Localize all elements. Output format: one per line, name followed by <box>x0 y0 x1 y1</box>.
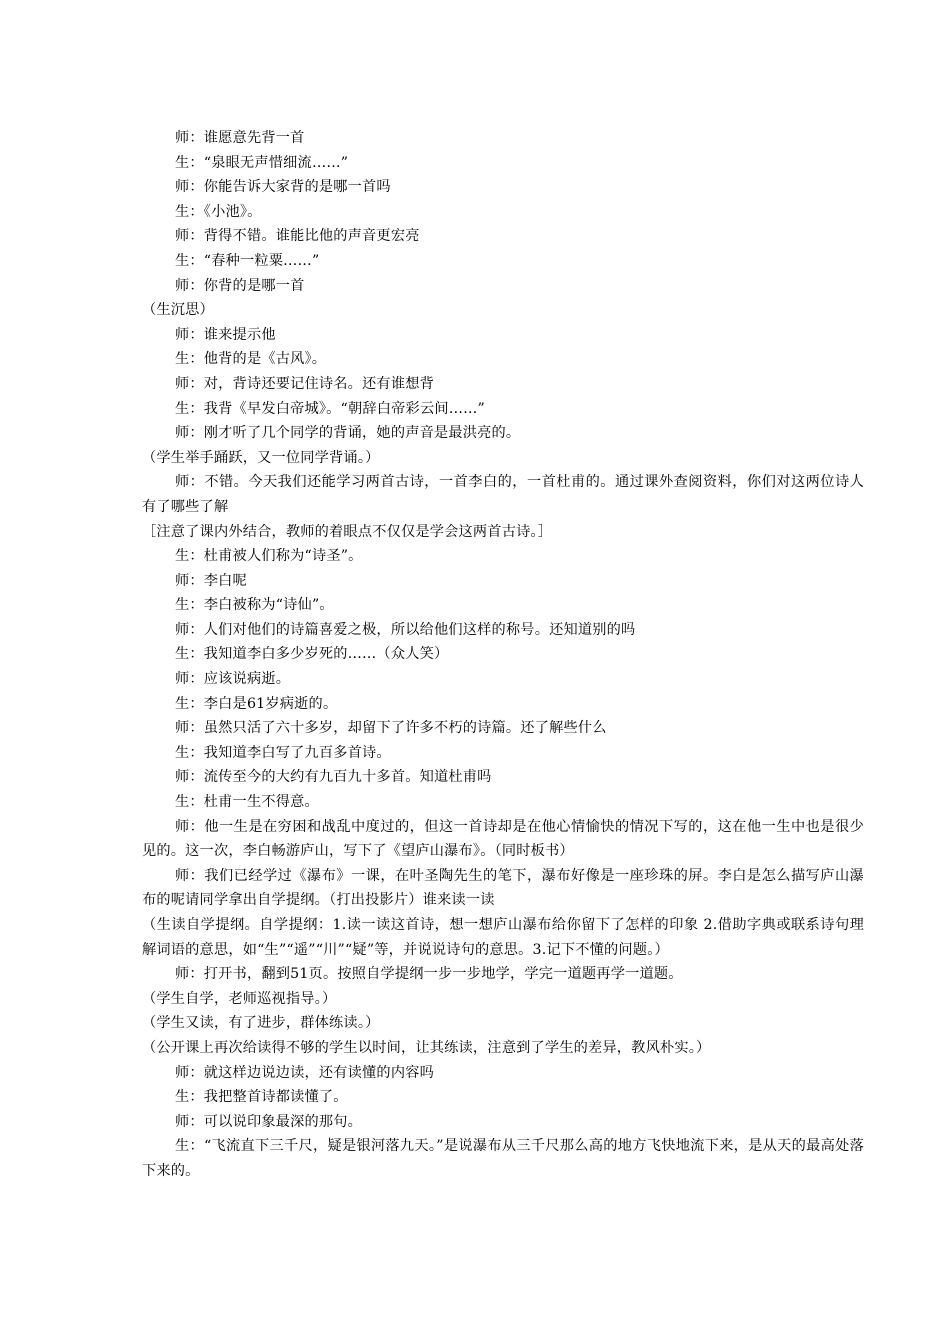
paragraph: 师：人们对他们的诗篇喜爱之极，所以给他们这样的称号。还知道别的吗 <box>175 621 636 638</box>
stage-direction: （学生自学，老师巡视指导。） <box>142 990 337 1007</box>
paragraph: 师：背得不错。谁能比他的声音更宏亮 <box>175 228 420 245</box>
paragraph: 生：“泉眼无声惜细流……” <box>175 154 349 171</box>
paragraph: 生：我背《早发白帝城》。“朝辞白帝彩云间……” <box>175 400 485 417</box>
paragraph: 生：我知道李白写了九百多首诗。 <box>175 744 391 761</box>
stage-direction: （生沉思） <box>142 302 214 319</box>
paragraph: 师：谁来提示他 <box>175 326 276 343</box>
paragraph: 生：“春种一粒粟……” <box>175 252 320 269</box>
stage-direction: （学生又读，有了进步，群体练读。） <box>142 1015 380 1032</box>
paragraph: 师：打开书，翻到51页。按照自学提纲一步一步地学，学完一道题再学一道题。 <box>175 966 683 983</box>
paragraph: 师：就这样边说边读，还有读懂的内容吗 <box>175 1064 434 1081</box>
paragraph: 师：你背的是哪一首 <box>175 277 305 294</box>
paragraph: 师：不错。今天我们还能学习两首古诗，一首李白的，一首杜甫的。通过课外查阅资料，你们对这两位诗人有了哪些了解 <box>142 474 864 515</box>
paragraph: 师：流传至今的大约有九百九十多首。知道杜甫吗 <box>175 769 492 786</box>
document-body <box>142 126 864 1184</box>
commentary-note: ［注意了课内外结合，教师的着眼点不仅仅是学会这两首古诗。］ <box>142 523 553 540</box>
paragraph: 生：李白被称为“诗仙”。 <box>175 597 334 614</box>
paragraph: 师：我们已经学过《瀑布》一课，在叶圣陶先生的笔下，瀑布好像是一座珍珠的屏。李白是怎么描写庐山瀑布的呢请同学拿出自学提纲。（打出投影片）谁来读一读 <box>142 867 864 909</box>
paragraph: 生：杜甫被人们称为“诗圣”。 <box>175 548 363 565</box>
paragraph: 师：应该说病逝。 <box>175 671 291 688</box>
paragraph: 师：刚才听了几个同学的背诵，她的声音是最洪亮的。 <box>175 425 521 442</box>
stage-direction: （生读自学提纲。自学提纲：1.读一读这首诗，想一想庐山瀑布给你留下了怎样的印象 2.借助字典或联系诗句理解词语的意思，如“生”“遥”“川”“疑”等，并说说诗句的意思。3.记下不懂的问题。） <box>142 917 864 958</box>
paragraph: 生：“飞流直下三千尺，疑是银河落九天。”是说瀑布从三千尺那么高的地方飞快地流下来，是从天的最高处落下来的。 <box>142 1138 864 1179</box>
paragraph: 师：虽然只活了六十多岁，却留下了许多不朽的诗篇。还了解些什么 <box>175 720 607 737</box>
paragraph: 生：我知道李白多少岁死的……（众人笑） <box>175 646 449 663</box>
paragraph: 师：谁愿意先背一首 <box>175 130 305 146</box>
stage-direction: （学生举手踊跃，又一位同学背诵。） <box>142 449 380 466</box>
commentary-note: （公开课上再次给读得不够的学生以时间，让其练读，注意到了学生的差异，教风朴实。） <box>142 1039 711 1056</box>
paragraph: 生：杜甫一生不得意。 <box>175 794 319 811</box>
paragraph: 师：李白呢 <box>175 572 247 589</box>
paragraph: 师：他一生是在穷困和战乱中度过的，但这一首诗却是在他心情愉快的情况下写的，这在他一生中也是很少见的。这一次，李白畅游庐山，写下了《望庐山瀑布》。（同时板书） <box>142 818 864 860</box>
paragraph: 生：我把整首诗都读懂了。 <box>175 1089 348 1106</box>
paragraph: 生：他背的是《古风》。 <box>175 351 327 368</box>
paragraph: 师：对，背诗还要记住诗名。还有谁想背 <box>175 375 434 392</box>
paragraph: 师：你能告诉大家背的是哪一首吗 <box>175 179 391 196</box>
paragraph: 生：李白是61岁病逝的。 <box>175 695 338 712</box>
paragraph: 师：可以说印象最深的那句。 <box>175 1113 363 1130</box>
paragraph: 生：《小池》。 <box>175 203 262 220</box>
